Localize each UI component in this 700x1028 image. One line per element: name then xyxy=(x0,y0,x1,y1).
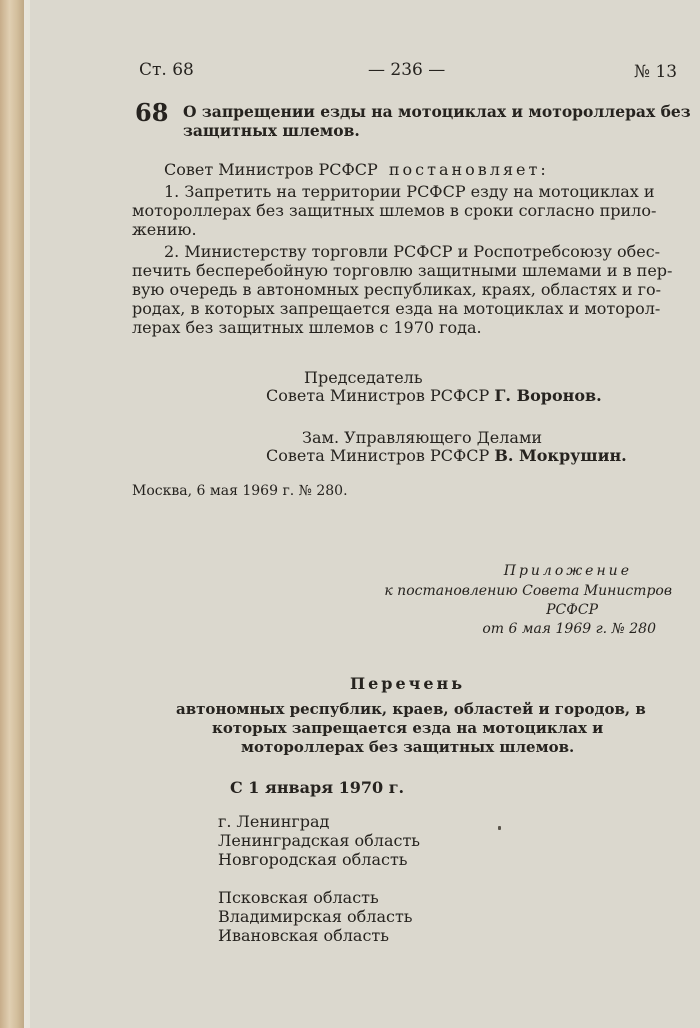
paragraph-2-line-2: печить бесперебойную торговлю защитными шлемами и в пер- xyxy=(132,261,673,280)
paragraph-1-line-3: жению. xyxy=(132,220,197,239)
document-page xyxy=(30,0,700,1028)
list-title: Перечень xyxy=(350,674,466,693)
signature-1-org: Совета Министров РСФСР xyxy=(266,386,490,405)
list-item: Ивановская область xyxy=(218,926,389,945)
article-title-line-1: О запрещении езды на мотоциклах и мотороллерах без xyxy=(183,102,691,121)
appendix-line-3: от 6 мая 1969 г. № 280 xyxy=(482,621,656,637)
appendix-line-2: РСФСР xyxy=(546,602,598,618)
list-item: Новгородская область xyxy=(218,850,408,869)
signature-1-name: Г. Воронов. xyxy=(494,386,602,405)
book-spine xyxy=(0,0,24,1028)
place-and-date: Москва, 6 мая 1969 г. № 280. xyxy=(132,483,348,499)
paragraph-2-line-4: родах, в которых запрещается езда на мотоциклах и моторол- xyxy=(132,299,661,318)
paragraph-2-line-1: 2. Министерству торговли РСФСР и Роспотребсоюзу обес- xyxy=(164,242,661,261)
signature-1-role: Председатель xyxy=(304,368,423,387)
header-page-number: — 236 — xyxy=(368,60,446,80)
signature-2-org: Совета Министров РСФСР xyxy=(266,446,490,465)
signature-1-line xyxy=(266,386,602,405)
list-item: г. Ленинград xyxy=(218,812,330,831)
intro-line xyxy=(164,160,549,180)
appendix-line-1: к постановлению Совета Министров xyxy=(384,583,672,599)
signature-2-name: В. Мокрушин. xyxy=(494,446,627,465)
article-title-line-2: защитных шлемов. xyxy=(183,121,360,140)
article-number: 68 xyxy=(135,98,169,127)
intro-verb: постановляет: xyxy=(388,160,549,179)
paragraph-2-line-3: вую очередь в автономных республиках, краях, областях и го- xyxy=(132,280,662,299)
list-subtitle-line-2: которых запрещается езда на мотоциклах и xyxy=(212,719,604,737)
list-item: Псковская область xyxy=(218,888,379,907)
signature-2-line xyxy=(266,446,627,465)
paragraph-1-line-2: мотороллерах без защитных шлемов в сроки согласно прило- xyxy=(132,201,657,220)
list-subtitle-line-1: автономных республик, краев, областей и городов, в xyxy=(176,700,646,718)
list-subtitle-line-3: мотороллерах без защитных шлемов. xyxy=(241,738,575,756)
header-article-ref: Ст. 68 xyxy=(139,60,194,80)
paragraph-2-line-5: лерах без защитных шлемов с 1970 года. xyxy=(132,318,482,337)
signature-2-role: Зам. Управляющего Делами xyxy=(302,428,543,447)
header-issue-number: № 13 xyxy=(634,62,678,82)
paragraph-1-line-1: 1. Запретить на территории РСФСР езду на мотоциклах и xyxy=(164,182,655,201)
list-item: Владимирская область xyxy=(218,907,413,926)
list-item: Ленинградская область xyxy=(218,831,420,850)
intro-subject: Совет Министров РСФСР xyxy=(164,160,378,179)
ink-speck xyxy=(498,826,501,830)
appendix-label: Приложение xyxy=(503,563,632,579)
list-date-heading: С 1 января 1970 г. xyxy=(230,778,405,797)
